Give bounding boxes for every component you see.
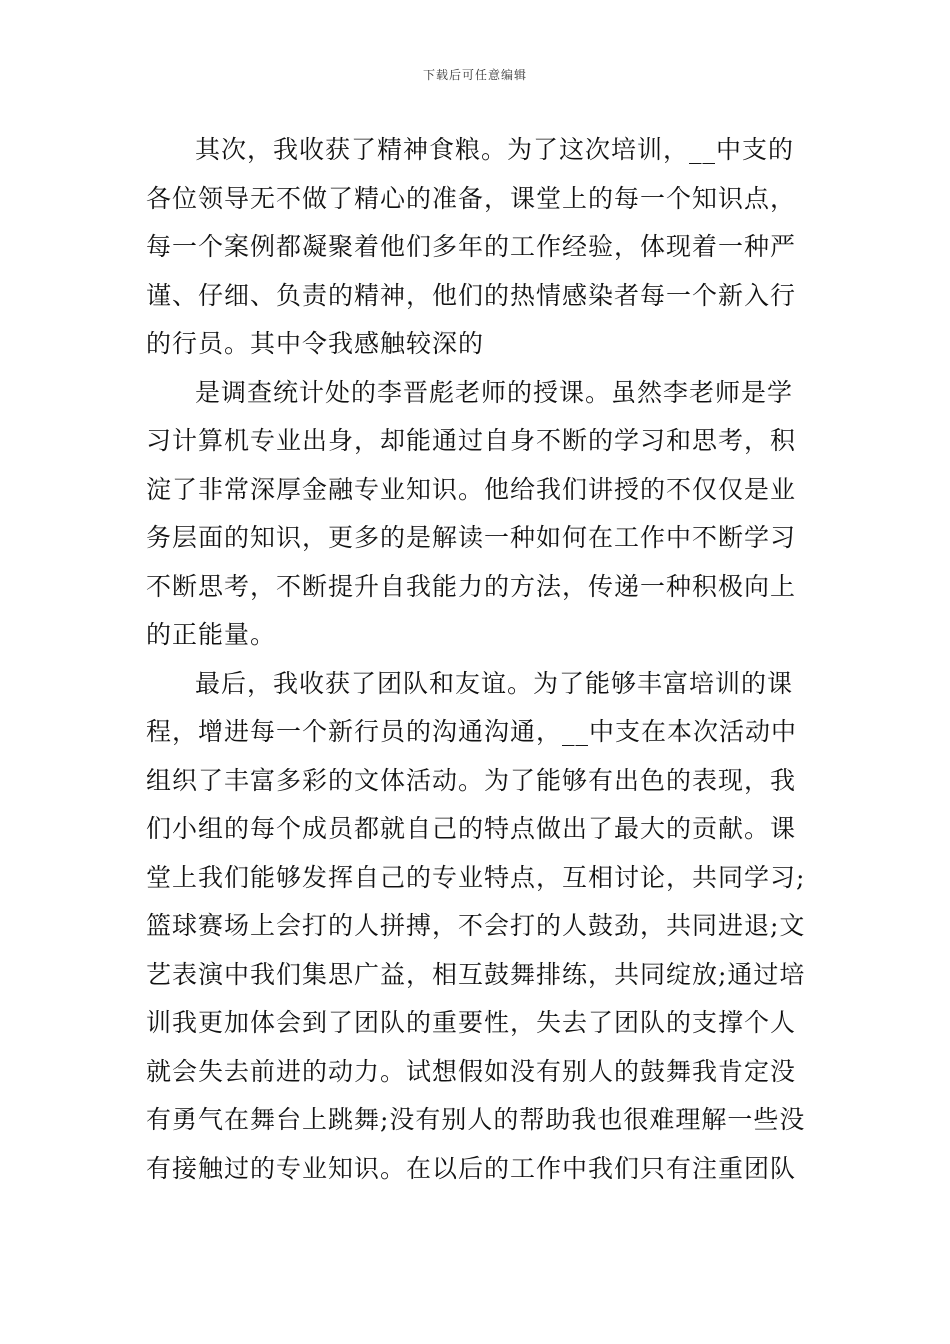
text-line: 淀了非常深厚金融专业知识。他给我们讲授的不仅仅是业: [146, 474, 797, 504]
text-line: 其次，我收获了精神食粮。为了这次培训，__中支的: [195, 135, 795, 164]
text-line: 务层面的知识，更多的是解读一种如何在工作中不断学习: [146, 523, 797, 552]
text-line: 谨、仔细、负责的精神，他们的热情感染者每一个新入行: [146, 280, 797, 310]
body-text: [146, 130, 810, 1197]
text-line: 篮球赛场上会打的人拼搏，不会打的人鼓劲，共同进退;文: [146, 911, 806, 940]
text-line: 各位领导无不做了精心的准备，课堂上的每一个知识点，: [146, 183, 797, 213]
text-line: 组织了丰富多彩的文体活动。为了能够有出色的表现，我: [146, 765, 797, 795]
text-line: 每一个案例都凝聚着他们多年的工作经验，体现着一种严: [146, 232, 797, 261]
text-line: 艺表演中我们集思广益，相互鼓舞排练，共同绽放;通过培: [146, 959, 806, 989]
text-line: 程，增进每一个新行员的沟通沟通，__中支在本次活动中: [146, 717, 798, 746]
text-line: 们小组的每个成员都就自己的特点做出了最大的贡献。课: [146, 814, 797, 843]
header-note: 下载后可任意编辑: [422, 68, 527, 82]
text-line: 不断思考，不断提升自我能力的方法，传递一种积极向上: [146, 571, 797, 601]
text-line: 堂上我们能够发挥自己的专业特点，互相讨论，共同学习;: [146, 862, 806, 892]
text-line: 最后，我收获了团队和友谊。为了能够丰富培训的课: [195, 668, 794, 698]
text-line: 的正能量。: [146, 620, 277, 649]
text-line: 就会失去前进的动力。试想假如没有别人的鼓舞我肯定没: [146, 1056, 797, 1086]
text-line: 有接触过的专业知识。在以后的工作中我们只有注重团队: [146, 1153, 797, 1183]
text-line: 的行员。其中令我感触较深的: [146, 329, 485, 358]
text-line: 习计算机专业出身，却能通过自身不断的学习和思考，积: [146, 426, 797, 455]
text-line: 有勇气在舞台上跳舞;没有别人的帮助我也很难理解一些没: [146, 1105, 806, 1134]
text-line: 训我更加体会到了团队的重要性，失去了团队的支撑个人: [146, 1008, 797, 1037]
text-line: 是调查统计处的李晋彪老师的授课。虽然李老师是学: [195, 377, 794, 407]
